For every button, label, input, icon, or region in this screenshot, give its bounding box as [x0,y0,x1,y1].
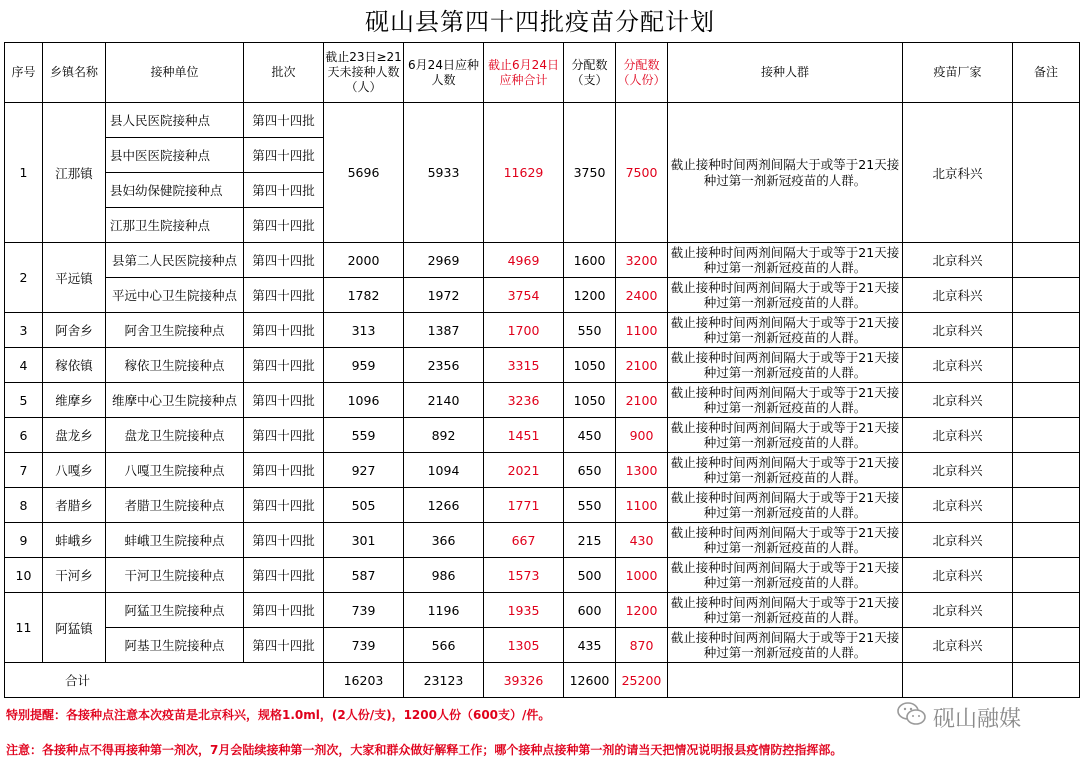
row-unvaccinated: 587 [324,558,404,593]
wechat-icon [897,701,933,733]
row-batch: 第四十四批 [244,628,324,663]
special-notice: 特别提醒：各接种点注意本次疫苗是北京科兴，规格1.0ml，(2人份/支)，1200人份（600支）/件。 [6,708,551,722]
row-unit: 阿舍卫生院接种点 [106,313,244,348]
row-unit: 者腊卫生院接种点 [106,488,244,523]
row-batch: 第四十四批 [244,278,324,313]
header-maker: 疫苗厂家 [903,43,1013,103]
row-seq: 7 [5,453,43,488]
row-alloc-people: 1000 [616,558,668,593]
row-due-today: 2356 [404,348,484,383]
row-batch: 第四十四批 [244,558,324,593]
row-alloc-doses: 435 [564,628,616,663]
row-alloc-people: 7500 [616,103,668,243]
header-total-due: 截止6月24日应种合计 [484,43,564,103]
row-seq: 3 [5,313,43,348]
row-remark [1013,628,1080,663]
attention-notice: 注意：各接种点不得再接种第一剂次，7月会陆续接种第一剂次，大家和群众做好解释工作；哪个接种点接种第一剂的请当天把情况说明报县疫情防控指挥部。 [6,743,843,757]
row-unvaccinated: 505 [324,488,404,523]
row-total-due: 1305 [484,628,564,663]
row-alloc-doses: 1600 [564,243,616,278]
row-unit: 阿猛卫生院接种点 [106,593,244,628]
table-row [5,418,1080,453]
allocation-table [4,42,1080,698]
row-total-due: 11629 [484,103,564,243]
row-due-today: 2140 [404,383,484,418]
row-due-today: 892 [404,418,484,453]
row-batch: 第四十四批 [244,418,324,453]
row-due-today: 1266 [404,488,484,523]
row-unvaccinated: 959 [324,348,404,383]
row-total-due: 667 [484,523,564,558]
row-maker: 北京科兴 [903,243,1013,278]
table-row [5,593,1080,628]
batch-name: 第四十四批 [252,218,315,233]
row-remark [1013,593,1080,628]
row-unit: 维摩中心卫生院接种点 [106,383,244,418]
row-alloc-doses: 650 [564,453,616,488]
row-batch: 第四十四批 [244,488,324,523]
row-due-today: 986 [404,558,484,593]
row-alloc-people: 870 [616,628,668,663]
row-maker: 北京科兴 [903,488,1013,523]
row-unvaccinated: 739 [324,593,404,628]
row-maker: 北京科兴 [903,453,1013,488]
row-alloc-people: 1200 [616,593,668,628]
row-seq: 9 [5,523,43,558]
row-crowd: 截止接种时间两剂间隔大于或等于21天接种过第一剂新冠疫苗的人群。 [668,628,903,663]
table-row [5,628,1080,663]
unit-name: 县妇幼保健院接种点 [106,173,243,208]
header-alloc-doses: 分配数（支） [564,43,616,103]
row-crowd: 截止接种时间两剂间隔大于或等于21天接种过第一剂新冠疫苗的人群。 [668,243,903,278]
row-due-today: 1387 [404,313,484,348]
row-remark [1013,348,1080,383]
total-crowd [668,663,903,698]
row-town: 江那镇 [43,103,106,243]
row-total-due: 1573 [484,558,564,593]
row-unit: 阿基卫生院接种点 [106,628,244,663]
row-total-due: 4969 [484,243,564,278]
row-total-due: 3236 [484,383,564,418]
row-remark [1013,278,1080,313]
row-due-today: 5933 [404,103,484,243]
table-row [5,383,1080,418]
table-row [5,488,1080,523]
table-row [5,278,1080,313]
row-remark [1013,523,1080,558]
row-seq: 10 [5,558,43,593]
total-maker [903,663,1013,698]
header-due-today: 6月24日应种人数 [404,43,484,103]
row-alloc-people: 900 [616,418,668,453]
row-seq: 6 [5,418,43,453]
row-unit: 八嘎卫生院接种点 [106,453,244,488]
row-alloc-doses: 1200 [564,278,616,313]
row-due-today: 2969 [404,243,484,278]
row-total-due: 3754 [484,278,564,313]
row-crowd: 截止接种时间两剂间隔大于或等于21天接种过第一剂新冠疫苗的人群。 [668,558,903,593]
unit-name: 江那卫生院接种点 [110,218,211,233]
row-due-today: 1196 [404,593,484,628]
row-town: 蚌峨乡 [43,523,106,558]
row-crowd: 截止接种时间两剂间隔大于或等于21天接种过第一剂新冠疫苗的人群。 [668,313,903,348]
table-row [5,523,1080,558]
row-batch: 第四十四批 [244,348,324,383]
page-title: 砚山县第四十四批疫苗分配计划 [365,8,715,36]
row-unvaccinated: 1096 [324,383,404,418]
header-row [5,43,1080,103]
row-town: 稼依镇 [43,348,106,383]
row-crowd: 截止接种时间两剂间隔大于或等于21天接种过第一剂新冠疫苗的人群。 [668,278,903,313]
row-due-today: 366 [404,523,484,558]
row-unit: 稼依卫生院接种点 [106,348,244,383]
row-maker: 北京科兴 [903,523,1013,558]
header-seq: 序号 [5,43,43,103]
row-batch: 第四十四批 [244,593,324,628]
watermark-text: 砚山融媒 [933,706,1022,732]
total-alloc-people: 25200 [616,663,668,698]
row-unit: 干河卫生院接种点 [106,558,244,593]
total-due-today: 23123 [404,663,484,698]
row-alloc-doses: 3750 [564,103,616,243]
row-unvaccinated: 2000 [324,243,404,278]
table-row [5,558,1080,593]
batch-list [244,103,323,242]
row-total-due: 1935 [484,593,564,628]
row-maker: 北京科兴 [903,558,1013,593]
table-row [5,348,1080,383]
table-row [5,453,1080,488]
row-maker: 北京科兴 [903,103,1013,243]
watermark-logo [897,701,1021,733]
row-town: 阿舍乡 [43,313,106,348]
row-batch: 第四十四批 [244,243,324,278]
row-due-today: 1972 [404,278,484,313]
row-maker: 北京科兴 [903,348,1013,383]
row-batch: 第四十四批 [244,523,324,558]
header-crowd: 接种人群 [668,43,903,103]
row-unit: 蚌峨卫生院接种点 [106,523,244,558]
row-alloc-people: 2100 [616,383,668,418]
row-alloc-people: 2100 [616,348,668,383]
row-seq: 2 [5,243,43,313]
header-batch: 批次 [244,43,324,103]
total-alloc-doses: 12600 [564,663,616,698]
row-remark [1013,243,1080,278]
row-batch: 第四十四批 [244,383,324,418]
row-unvaccinated: 559 [324,418,404,453]
row-maker: 北京科兴 [903,383,1013,418]
header-unvaccinated: 截止23日≥21天未接种人数（人） [324,43,404,103]
row-total-due: 1700 [484,313,564,348]
table-row [5,103,1080,243]
row-crowd: 截止接种时间两剂间隔大于或等于21天接种过第一剂新冠疫苗的人群。 [668,418,903,453]
row-unvaccinated: 927 [324,453,404,488]
row-total-due: 3315 [484,348,564,383]
header-town: 乡镇名称 [43,43,106,103]
row-remark [1013,418,1080,453]
row-crowd: 截止接种时间两剂间隔大于或等于21天接种过第一剂新冠疫苗的人群。 [668,453,903,488]
row-seq: 1 [5,103,43,243]
row-alloc-people: 2400 [616,278,668,313]
header-remark: 备注 [1013,43,1080,103]
row-town: 平远镇 [43,243,106,313]
table-row [5,243,1080,278]
row-crowd: 截止接种时间两剂间隔大于或等于21天接种过第一剂新冠疫苗的人群。 [668,383,903,418]
unit-list [106,103,243,242]
row-town: 者腊乡 [43,488,106,523]
row-total-due: 1451 [484,418,564,453]
row-batch: 第四十四批 [244,453,324,488]
row-unvaccinated: 313 [324,313,404,348]
row-alloc-people: 1100 [616,313,668,348]
batch-name: 第四十四批 [244,173,323,208]
total-unvaccinated: 16203 [324,663,404,698]
row-crowd: 截止接种时间两剂间隔大于或等于21天接种过第一剂新冠疫苗的人群。 [668,488,903,523]
total-row [5,663,1080,698]
row-batch: 第四十四批 [244,313,324,348]
row-alloc-doses: 550 [564,488,616,523]
row-seq: 8 [5,488,43,523]
row-unvaccinated: 5696 [324,103,404,243]
row-alloc-people: 3200 [616,243,668,278]
row-town: 干河乡 [43,558,106,593]
total-label: 合计 [5,663,324,698]
row-alloc-doses: 1050 [564,383,616,418]
row-remark [1013,383,1080,418]
row-alloc-people: 1100 [616,488,668,523]
row-unit: 盘龙卫生院接种点 [106,418,244,453]
row-unvaccinated: 739 [324,628,404,663]
total-total-due: 39326 [484,663,564,698]
unit-name: 县人民医院接种点 [106,103,243,138]
row-alloc-doses: 1050 [564,348,616,383]
row-alloc-doses: 215 [564,523,616,558]
row-maker: 北京科兴 [903,628,1013,663]
row-town: 八嘎乡 [43,453,106,488]
row-unit: 平远中心卫生院接种点 [106,278,244,313]
row-due-today: 566 [404,628,484,663]
row-maker: 北京科兴 [903,313,1013,348]
row-alloc-doses: 450 [564,418,616,453]
batch-name: 第四十四批 [244,103,323,138]
row-crowd: 截止接种时间两剂间隔大于或等于21天接种过第一剂新冠疫苗的人群。 [668,523,903,558]
row-total-due: 2021 [484,453,564,488]
row-remark [1013,453,1080,488]
row-town: 维摩乡 [43,383,106,418]
row-unvaccinated: 301 [324,523,404,558]
row-alloc-doses: 550 [564,313,616,348]
table-row [5,313,1080,348]
header-alloc-people: 分配数（人份） [616,43,668,103]
row-alloc-people: 430 [616,523,668,558]
row-alloc-doses: 600 [564,593,616,628]
row-unit: 县第二人民医院接种点 [106,243,244,278]
row-seq: 11 [5,593,43,663]
batch-name: 第四十四批 [244,138,323,173]
row-town: 盘龙乡 [43,418,106,453]
row-maker: 北京科兴 [903,418,1013,453]
row-maker: 北京科兴 [903,278,1013,313]
row-remark [1013,558,1080,593]
row-due-today: 1094 [404,453,484,488]
row-alloc-people: 1300 [616,453,668,488]
unit-name: 县中医医院接种点 [106,138,243,173]
row-crowd: 截止接种时间两剂间隔大于或等于21天接种过第一剂新冠疫苗的人群。 [668,103,903,243]
row-crowd: 截止接种时间两剂间隔大于或等于21天接种过第一剂新冠疫苗的人群。 [668,593,903,628]
header-unit: 接种单位 [106,43,244,103]
row-seq: 5 [5,383,43,418]
row-seq: 4 [5,348,43,383]
row-remark [1013,103,1080,243]
row-unvaccinated: 1782 [324,278,404,313]
row-maker: 北京科兴 [903,593,1013,628]
row-town: 阿猛镇 [43,593,106,663]
row-total-due: 1771 [484,488,564,523]
row-remark [1013,313,1080,348]
total-remark [1013,663,1080,698]
row-remark [1013,488,1080,523]
row-alloc-doses: 500 [564,558,616,593]
row-crowd: 截止接种时间两剂间隔大于或等于21天接种过第一剂新冠疫苗的人群。 [668,348,903,383]
